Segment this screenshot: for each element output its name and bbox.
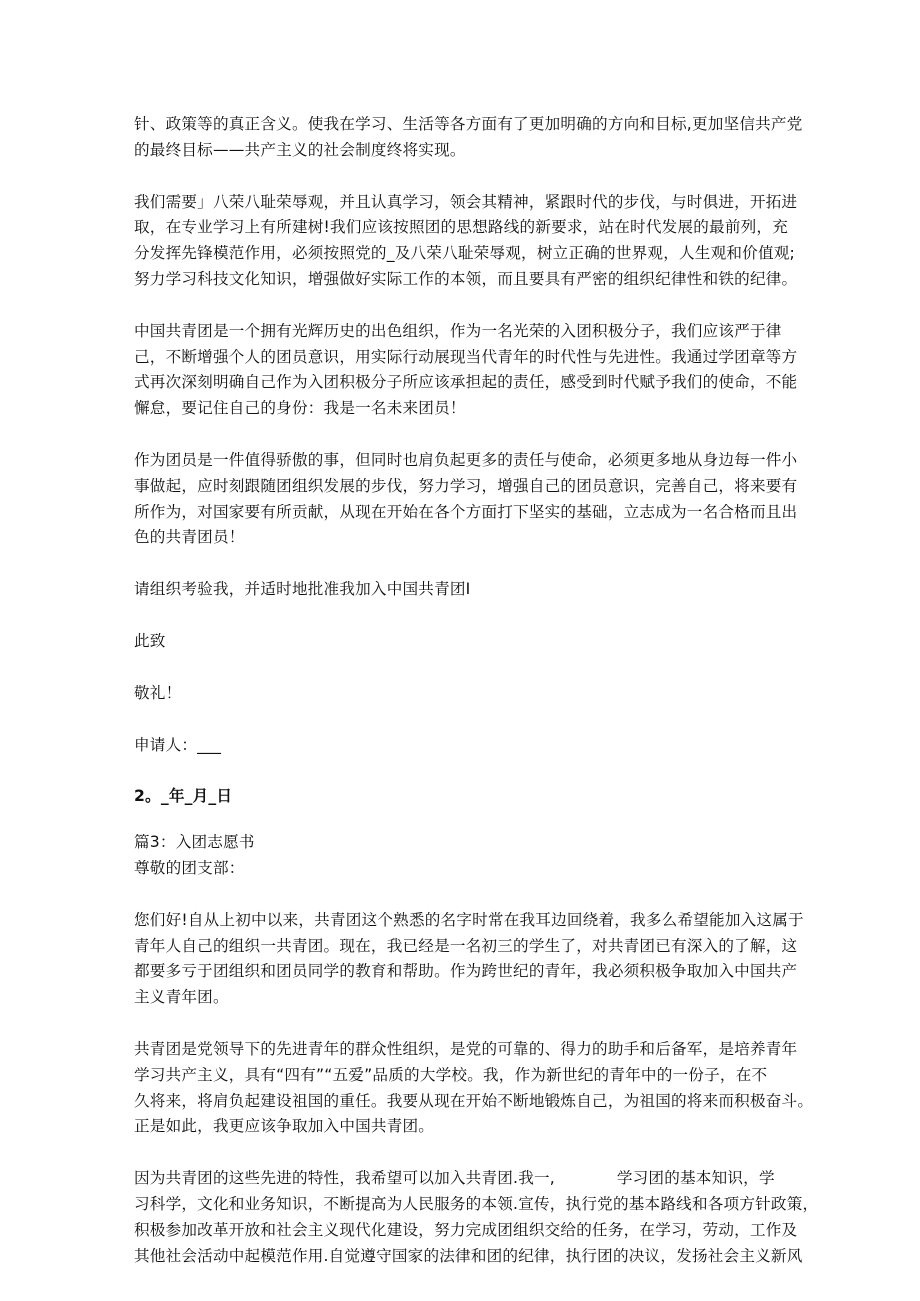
text-line: 都要多亏于团组织和团员同学的教育和帮助。作为跨世纪的青年，我必须积极争取加入中国共产: [134, 962, 798, 981]
text-line: 分发挥先锋模范作用，必须按照党的_及八荣八耻荣辱观，树立正确的世界观，人生观和价值观;: [134, 244, 795, 263]
text-line: 其他社会活动中起模范作用.自觉遵守国家的法律和团的纪律，执行团的决议，发扬社会主义新风: [134, 1246, 803, 1265]
text-line: 针、政策等的真正含义。使我在学习、生活等各方面有了更加明确的方向和目标,更加坚信共产党: [134, 115, 803, 133]
text-line: 共青团是党领导下的先进青年的群众性组织，是党的可靠的、得力的助手和后备军，是培养青年: [134, 1039, 798, 1058]
paragraph-6: [134, 1037, 814, 1140]
text-line: 取，在专业学习上有所建树!我们应该按照团的思想路线的新要求，站在时代发展的最前列，充: [134, 218, 788, 237]
text-line: 久将来，将肩负起建设祖国的重任。我要从现在开始不断地锻炼自己，为祖国的将来而积极奋斗。: [134, 1091, 814, 1110]
text-line: 作为团员是一件值得骄傲的事，但同时也肩负起更多的责任与使命，必须更多地从身边每一件小: [134, 450, 798, 469]
text-line: 努力学习科技文化知识，增强做好实际工作的本领，而且要具有严密的组织纪律性和铁的纪律。: [134, 269, 798, 288]
paragraph-1: [134, 112, 803, 164]
text-line: 的最终目标——共产主义的社会制度终将实现。: [134, 140, 466, 159]
text-line: 我们需要」八荣八耻荣辱观，并且认真学习，领会其精神，紧跟时代的步伐，与时俱进，开拓进: [134, 192, 798, 211]
applicant-line: 申请人：___: [134, 735, 222, 754]
text-line: 主义青年团。: [134, 988, 229, 1007]
paragraph-5: [134, 908, 804, 1011]
text-line: 式再次深刻明确自己作为入团积极分子所应该承担起的责任，感受到时代赋予我们的使命，不能: [134, 373, 798, 392]
paragraph-2: [134, 190, 798, 293]
salutation: 尊敬的团支部：: [134, 858, 245, 877]
text-line: 色的共青团员！: [134, 528, 245, 547]
text-line: 青年人自己的组织一共青团。现在，我已经是一名初三的学生了，对共青团已有深入的了解，这: [134, 936, 798, 955]
paragraph-4: [134, 448, 798, 551]
text-line: 因为共青团的这些先进的特性，我希望可以加入共青团.我一, 学习团的基本知识，学: [134, 1169, 775, 1188]
text-line: 学习共产主义，具有“四有”“五爱”品质的大学校。我，作为新世纪的青年中的一份子，在不: [134, 1065, 768, 1084]
text-line: 正是如此，我更应该争取加入中国共青团。: [134, 1117, 435, 1136]
section-title: 篇3：入团志愿书: [134, 833, 255, 852]
document-body: [134, 112, 819, 1269]
text-line: 所作为，对国家要有所贡献，从现在开始在各个方面打下坚实的基础，立志成为一名合格而且出: [134, 502, 798, 521]
closing-line-2: 敬礼！: [134, 683, 182, 702]
text-line: 事做起，应时刻跟随团组织发展的步伐，努力学习，增强自己的团员意识，完善自己，将来要有: [134, 476, 798, 495]
text-line: 您们好!自从上初中以来，共青团这个熟悉的名字时常在我耳边回绕着，我多么希望能加入这属于: [134, 910, 804, 929]
paragraph-7: [134, 1166, 819, 1269]
text-line: 己，不断增强个人的团员意识，用实际行动展现当代青年的时代性与先进性。我通过学团章等方: [134, 347, 798, 366]
date-line: 2。_年_月_日: [134, 787, 233, 806]
text-line: 积极参加改革开放和社会主义现代化建设，努力完成团组织交给的任务，在学习，劳动，工作及: [134, 1220, 798, 1239]
request-line: 请组织考验我，并适时地批准我加入中国共青团I: [134, 580, 471, 599]
text-line: 懈怠，要记住自己的身份：我是一名未来团员！: [134, 399, 466, 418]
text-line: 中国共青团是一个拥有光辉历史的出色组织，作为一名光荣的入团积极分子，我们应该严于律: [134, 321, 782, 340]
closing-line-1: 此致: [134, 631, 166, 650]
paragraph-3: [134, 319, 798, 422]
text-line: 习科学，文化和业务知识，不断提高为人民服务的本领.宣传，执行党的基本路线和各项方针政策，: [134, 1194, 819, 1213]
